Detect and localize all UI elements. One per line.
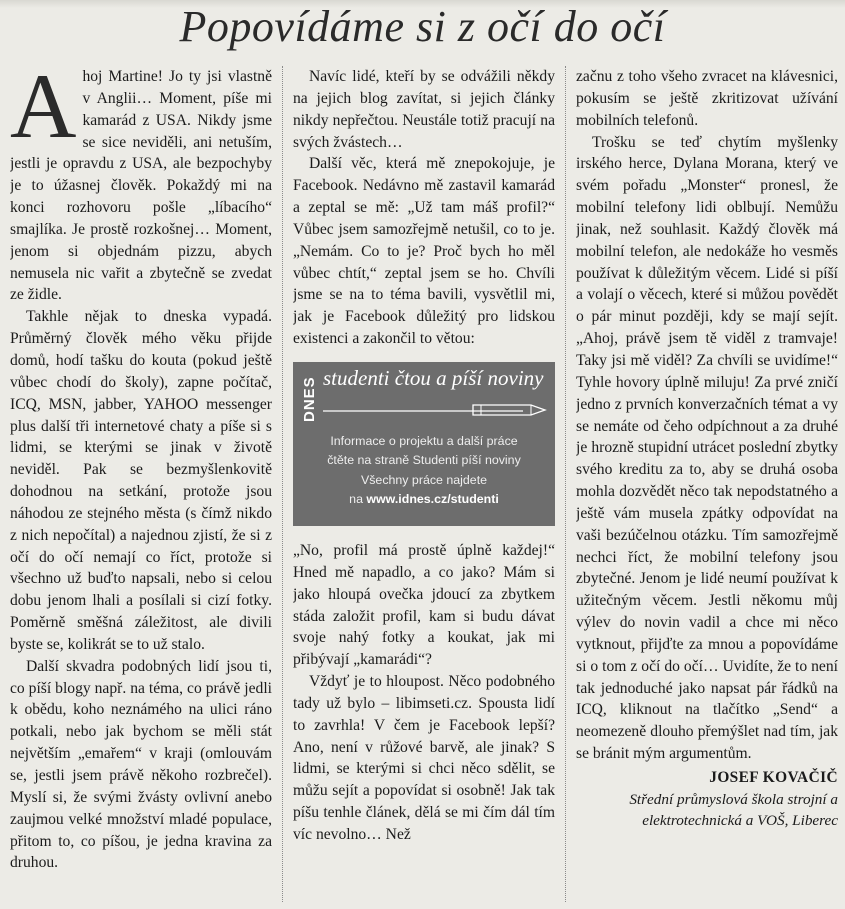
promo-title: studenti čtou a píší noviny [323, 365, 544, 390]
promo-link[interactable]: www.idnes.cz/studenti [366, 492, 499, 507]
column-2 [293, 66, 555, 902]
author-name: JOSEF KOVAČIČ [709, 769, 838, 786]
paragraph: Trošku se teď chytím myšlenky irského herce, Dylana Morana, který ve svém pořadu „Monster“ pronesl, že mobilní telefony lidi oblbují. Nemůžu jinak, než souhlasit. Každý člověk má mobilní telefon, ale nedokáže ho vesměs používat k důležitým věcem. Lidé si píší a volají o věcech, které si můžou povědět o pár minut později, kdy se mají sejít. „Ahoj, právě jsem tě viděl z tramvaje! Taky jsi mě viděl? Za chvíli se uvidíme!“ Tyhle hovory úplně miluju! Za prvé zničí jedno z prvních konverzačních témat a vy se nemáte od čeho odpíchnout a za druhé je hrozně stupidní utrácet poslední zbytky svého kreditu za to, aby se druhá osoba mohla dozvědět něco tak nepodstatného a ještě vám musela zpátky odpovídat na vaši bezúčelnou otázku. Tím samozřejmě nechci říct, že mobilní telefony jsou zbytečné. Jenom je lidé neumí používat k užitečným věcem. Jestli někomu můj výlev do novin vadil a chce mi něco vytknout, přijďte za mnou a popovídáme si o tom z očí do očí… Uvidíte, že to není tak jednoduché jako napsat pár řádků na ICQ, kliknout na tlačítko „Send“ a neomezeně dlouho přemýšlet nad tím, jak se bránit mým argumentům. [576, 133, 838, 763]
author-affiliation-line-1: Střední průmyslová škola strojní a [629, 790, 838, 808]
article-columns [10, 66, 838, 902]
drop-cap: A [10, 66, 77, 157]
paragraph: Ahoj Martine! Jo ty jsi vlastně v Anglii… Moment, píše mi kamarád z USA. Nikdy jsme se sice neviděli, ani netuším, jestli je opravdu z USA, ale bezpochyby je to úžasnej člověk. Pokaždý mi na konci rozhovoru pošle „líbacího“ smajlíka. Je prostě rozkošnej… Moment, jenom si objednám pizzu, abych nemusela nic vařit a zbytečně se zvedat ze židle. [10, 66, 272, 304]
paragraph: Vždyť je to hloupost. Něco podobného tady už bylo – libimseti.cz. Spousta lidí to zavrhla! V čem je Facebook lepší? Ano, není v růžové barvě, ale jinak? S lidmi, se kterými si chci něco sdělit, se můžu sejít a popovídat si osobně! Jak tak píšu tenhle článek, dělá se mi čím dál tím víc nevolno… Než [293, 673, 555, 843]
paragraph: Takhle nějak to dneska vypadá. Průměrný člověk mého věku přijde domů, hodí tašku do kouta (pokud ještě vůbec chodí do školy), zapne počítač, ICQ, MSN, jabber, YAHOO messenger plus další tři internetové chaty a píše si s lidmi, se kterými se jinak v životě neviděl. Pak se bezmyšlenkovitě dohodnou na setkání, protože jsou náhodou ze stejného města (s čímž nikdo z nich nepočítal) a najednou zjistí, že si z očí do očí nemají co říct, protože si všechno už buďto napsali, nebo si celou dobu jenom lhali a posílali si cizí fotky. Poměrně směšná záležitost, ale divili byste se, kolikrát se to už stalo. [10, 308, 272, 653]
paragraph: „No, profil má prostě úplně každej!“ Hned mě napadlo, a co jako? Mám si jako hloupá ovečka jdoucí za zbytkem stáda založit profil, kam si budu dávat svoje nahý fotky a koukat, jak mi přibývají „kamarádi“? [293, 541, 555, 669]
column-3 [576, 66, 838, 902]
pencil-icon [323, 398, 549, 418]
paragraph: Navíc lidé, kteří by se odvážili někdy na jejich blog zavítat, si jejich články nikdy nepřečtou. Neustále totiž pracují na svých žvástech… [293, 68, 555, 151]
promo-brand: DNES [301, 376, 318, 422]
promo-text: Informace o projektu a další práce čtěte na straně Studenti píší noviny Všechny práce najdete na www.idnes.cz/studenti [327, 433, 521, 507]
promo-box [293, 362, 555, 526]
column-1 [10, 66, 272, 902]
author-affiliation-line-2: elektrotechnická a VOŠ, Liberec [642, 811, 838, 829]
paragraph: začnu z toho všeho zvracet na klávesnici, pokusím se ještě zkritizovat užívání mobilních telefonů. [576, 68, 838, 129]
article-title: Popovídáme si z očí do očí [179, 2, 666, 51]
paragraph: Další skvadra podobných lidí jsou ti, co píší blogy např. na téma, co právě jedli k obědu, koho neznámého na ulici ráno potkali, nebo jak bychom se měli stát největším „emařem“ v kraji (omlouvám se, jestli jsem právě někoho rozbrečel). Myslí si, že svými žvásty ovlivní anebo zaujmou velké množství mladé populace, přitom to, co píšou, je jedna kravina za druhou. [10, 657, 272, 872]
column-separator [565, 66, 566, 902]
column-separator [282, 66, 283, 902]
paragraph: Další věc, která mě znepokojuje, je Facebook. Nedávno mě zastavil kamarád a zeptal se mě: „Už tam máš profil?“ Vůbec jsem samozřejmě netušil, co to je. „Nemám. Co to je? Proč bych ho měl vůbec chtít,“ zeptal jsem se ho. Chvíli jsme se na to téma bavili, vysvětlil mi, jak je Facebook důležitý pro lidskou existenci a zakončil to větou: [293, 155, 555, 348]
